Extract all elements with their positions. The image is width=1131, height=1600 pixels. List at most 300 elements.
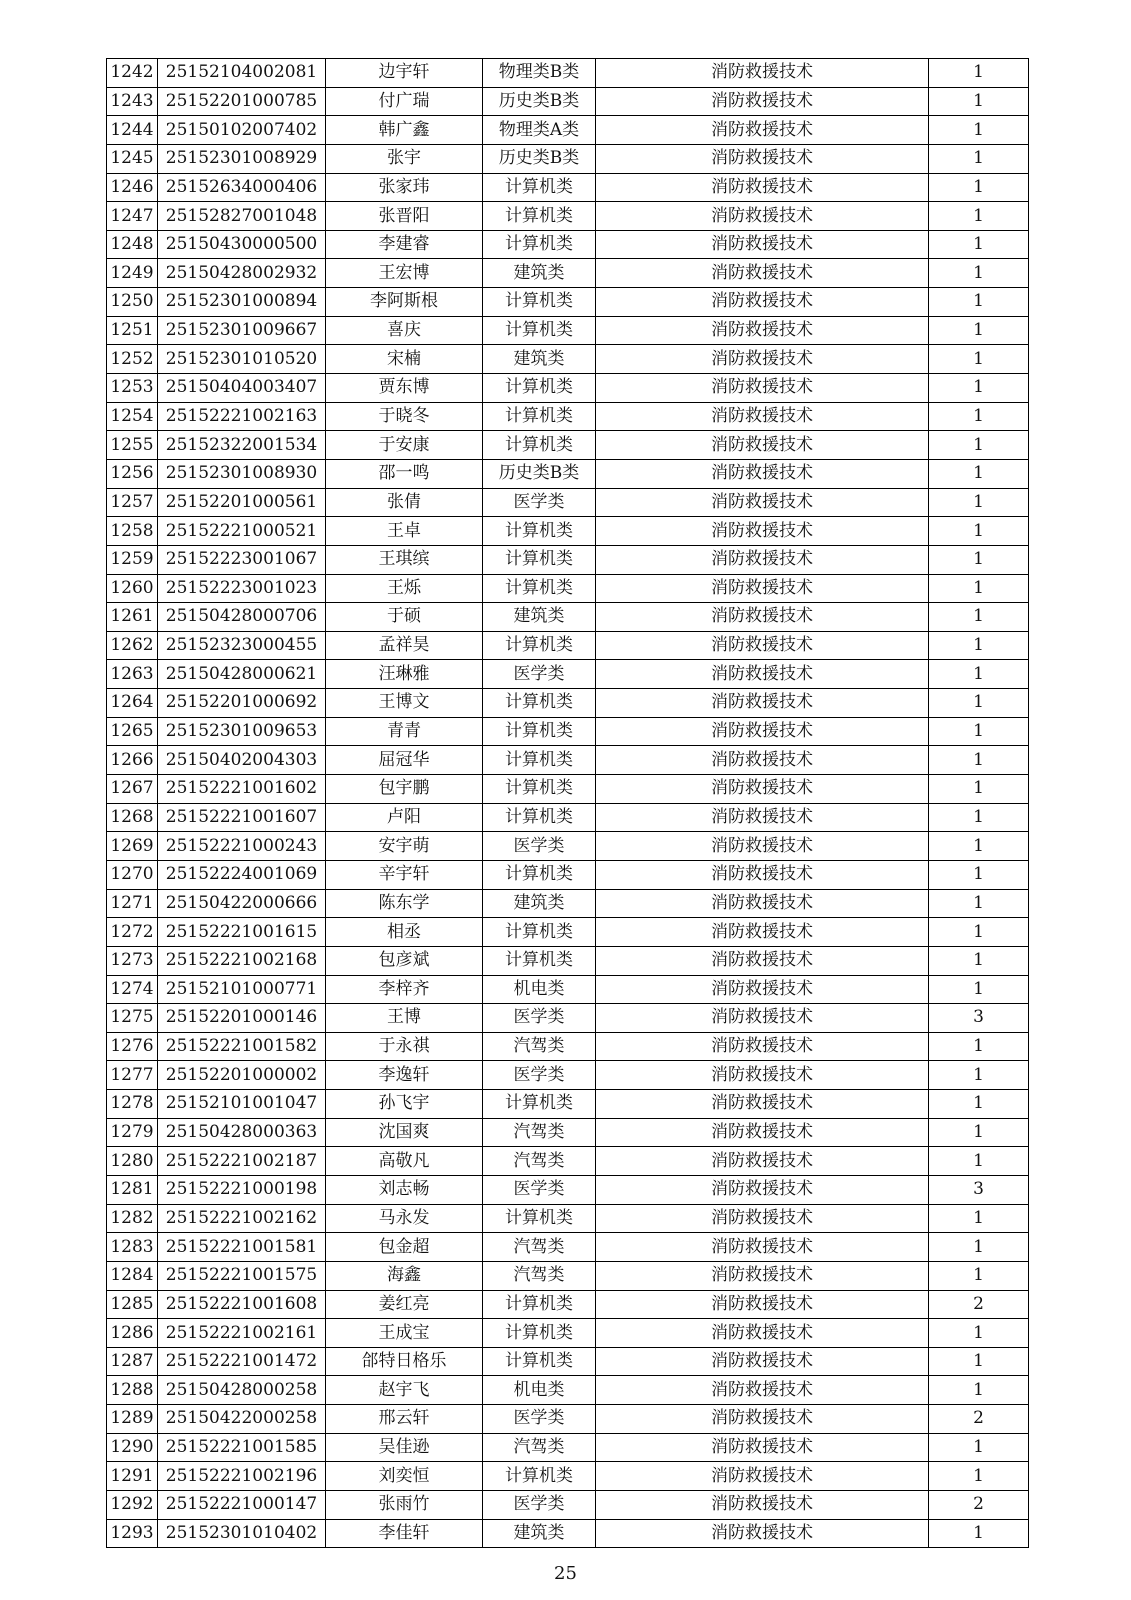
candidate-id-cell: 25152221001615 — [158, 918, 326, 947]
name-cell: 刘志畅 — [326, 1175, 483, 1204]
table-body — [107, 59, 1029, 1548]
name-cell: 刘奕恒 — [326, 1462, 483, 1491]
count-cell: 1 — [929, 889, 1029, 918]
table-row — [107, 116, 1029, 145]
candidate-id-cell: 25152221000147 — [158, 1491, 326, 1520]
table-row — [107, 230, 1029, 259]
count-cell: 1 — [929, 316, 1029, 345]
major-cell: 消防救援技术 — [596, 230, 929, 259]
count-cell: 1 — [929, 689, 1029, 718]
table-row — [107, 603, 1029, 632]
table-row — [107, 1147, 1029, 1176]
major-cell: 消防救援技术 — [596, 1319, 929, 1348]
name-cell: 李阿斯根 — [326, 288, 483, 317]
candidate-id-cell: 25152301009667 — [158, 316, 326, 345]
row-index-cell: 1248 — [107, 230, 158, 259]
candidate-id-cell: 25152221001582 — [158, 1032, 326, 1061]
major-cell: 消防救援技术 — [596, 517, 929, 546]
table-row — [107, 746, 1029, 775]
row-index-cell: 1269 — [107, 832, 158, 861]
major-cell: 消防救援技术 — [596, 775, 929, 804]
table-row — [107, 374, 1029, 403]
count-cell: 3 — [929, 1004, 1029, 1033]
count-cell: 1 — [929, 230, 1029, 259]
candidate-id-cell: 25152104002081 — [158, 59, 326, 88]
candidate-id-cell: 25152224001069 — [158, 860, 326, 889]
row-index-cell: 1284 — [107, 1261, 158, 1290]
category-cell: 建筑类 — [483, 889, 596, 918]
candidate-id-cell: 25152322001534 — [158, 431, 326, 460]
major-cell: 消防救援技术 — [596, 975, 929, 1004]
row-index-cell: 1260 — [107, 574, 158, 603]
count-cell: 1 — [929, 717, 1029, 746]
candidate-id-cell: 25152221002187 — [158, 1147, 326, 1176]
count-cell: 1 — [929, 946, 1029, 975]
name-cell: 王琪缤 — [326, 545, 483, 574]
category-cell: 建筑类 — [483, 259, 596, 288]
name-cell: 屈冠华 — [326, 746, 483, 775]
category-cell: 计算机类 — [483, 316, 596, 345]
candidate-id-cell: 25152221001472 — [158, 1347, 326, 1376]
category-cell: 医学类 — [483, 1405, 596, 1434]
count-cell: 1 — [929, 144, 1029, 173]
table-row — [107, 832, 1029, 861]
table-row — [107, 1491, 1029, 1520]
count-cell: 1 — [929, 746, 1029, 775]
table-row — [107, 173, 1029, 202]
candidate-id-cell: 25150422000258 — [158, 1405, 326, 1434]
candidate-id-cell: 25152634000406 — [158, 173, 326, 202]
table-row — [107, 316, 1029, 345]
table-row — [107, 860, 1029, 889]
table-row — [107, 431, 1029, 460]
row-index-cell: 1267 — [107, 775, 158, 804]
table-row — [107, 717, 1029, 746]
row-index-cell: 1288 — [107, 1376, 158, 1405]
count-cell: 1 — [929, 1433, 1029, 1462]
major-cell: 消防救援技术 — [596, 87, 929, 116]
major-cell: 消防救援技术 — [596, 1204, 929, 1233]
category-cell: 建筑类 — [483, 345, 596, 374]
table-row — [107, 1175, 1029, 1204]
category-cell: 医学类 — [483, 832, 596, 861]
candidate-id-cell: 25152301008929 — [158, 144, 326, 173]
candidate-id-cell: 25152221001585 — [158, 1433, 326, 1462]
candidate-id-cell: 25152827001048 — [158, 202, 326, 231]
table-row — [107, 631, 1029, 660]
count-cell: 1 — [929, 259, 1029, 288]
category-cell: 医学类 — [483, 1491, 596, 1520]
name-cell: 海鑫 — [326, 1261, 483, 1290]
major-cell: 消防救援技术 — [596, 1347, 929, 1376]
row-index-cell: 1279 — [107, 1118, 158, 1147]
category-cell: 机电类 — [483, 1376, 596, 1405]
row-index-cell: 1289 — [107, 1405, 158, 1434]
name-cell: 张晋阳 — [326, 202, 483, 231]
category-cell: 计算机类 — [483, 918, 596, 947]
name-cell: 于永祺 — [326, 1032, 483, 1061]
candidate-id-cell: 25152221002162 — [158, 1204, 326, 1233]
candidate-id-cell: 25152221000198 — [158, 1175, 326, 1204]
count-cell: 1 — [929, 574, 1029, 603]
major-cell: 消防救援技术 — [596, 1261, 929, 1290]
category-cell: 机电类 — [483, 975, 596, 1004]
name-cell: 邵一鸣 — [326, 459, 483, 488]
table-row — [107, 946, 1029, 975]
count-cell: 1 — [929, 1233, 1029, 1262]
count-cell: 1 — [929, 1147, 1029, 1176]
row-index-cell: 1245 — [107, 144, 158, 173]
category-cell: 物理类B类 — [483, 59, 596, 88]
category-cell: 计算机类 — [483, 631, 596, 660]
count-cell: 1 — [929, 1519, 1029, 1548]
table-row — [107, 144, 1029, 173]
row-index-cell: 1286 — [107, 1319, 158, 1348]
name-cell: 郃特日格乐 — [326, 1347, 483, 1376]
major-cell: 消防救援技术 — [596, 1233, 929, 1262]
candidate-id-cell: 25152221002168 — [158, 946, 326, 975]
candidate-id-cell: 25152221002196 — [158, 1462, 326, 1491]
table-row — [107, 1319, 1029, 1348]
name-cell: 安宇萌 — [326, 832, 483, 861]
major-cell: 消防救援技术 — [596, 1290, 929, 1319]
major-cell: 消防救援技术 — [596, 1491, 929, 1520]
category-cell: 医学类 — [483, 488, 596, 517]
name-cell: 王博文 — [326, 689, 483, 718]
name-cell: 孙飞宇 — [326, 1090, 483, 1119]
row-index-cell: 1290 — [107, 1433, 158, 1462]
count-cell: 2 — [929, 1290, 1029, 1319]
category-cell: 医学类 — [483, 1175, 596, 1204]
count-cell: 1 — [929, 202, 1029, 231]
name-cell: 相丞 — [326, 918, 483, 947]
candidate-id-cell: 25150428002932 — [158, 259, 326, 288]
count-cell: 1 — [929, 87, 1029, 116]
row-index-cell: 1251 — [107, 316, 158, 345]
table-row — [107, 1204, 1029, 1233]
row-index-cell: 1278 — [107, 1090, 158, 1119]
count-cell: 1 — [929, 1204, 1029, 1233]
row-index-cell: 1252 — [107, 345, 158, 374]
major-cell: 消防救援技术 — [596, 459, 929, 488]
candidate-id-cell: 25150422000666 — [158, 889, 326, 918]
name-cell: 于硕 — [326, 603, 483, 632]
name-cell: 王宏博 — [326, 259, 483, 288]
major-cell: 消防救援技术 — [596, 1147, 929, 1176]
candidate-id-cell: 25150430000500 — [158, 230, 326, 259]
count-cell: 1 — [929, 918, 1029, 947]
table-row — [107, 803, 1029, 832]
category-cell: 计算机类 — [483, 202, 596, 231]
page-number: 25 — [554, 1563, 577, 1584]
row-index-cell: 1265 — [107, 717, 158, 746]
name-cell: 李梓齐 — [326, 975, 483, 1004]
category-cell: 汽驾类 — [483, 1233, 596, 1262]
table-row — [107, 1433, 1029, 1462]
category-cell: 计算机类 — [483, 230, 596, 259]
major-cell: 消防救援技术 — [596, 173, 929, 202]
major-cell: 消防救援技术 — [596, 345, 929, 374]
category-cell: 计算机类 — [483, 689, 596, 718]
row-index-cell: 1266 — [107, 746, 158, 775]
candidate-id-cell: 25150402004303 — [158, 746, 326, 775]
row-index-cell: 1257 — [107, 488, 158, 517]
candidate-id-cell: 25152221001581 — [158, 1233, 326, 1262]
count-cell: 1 — [929, 59, 1029, 88]
name-cell: 包彦斌 — [326, 946, 483, 975]
category-cell: 计算机类 — [483, 1204, 596, 1233]
table-row — [107, 488, 1029, 517]
major-cell: 消防救援技术 — [596, 946, 929, 975]
category-cell: 计算机类 — [483, 946, 596, 975]
row-index-cell: 1255 — [107, 431, 158, 460]
candidate-id-cell: 25152201000002 — [158, 1061, 326, 1090]
table-row — [107, 975, 1029, 1004]
name-cell: 孟祥昊 — [326, 631, 483, 660]
table-row — [107, 288, 1029, 317]
count-cell: 1 — [929, 345, 1029, 374]
candidate-id-cell: 25152221001602 — [158, 775, 326, 804]
major-cell: 消防救援技术 — [596, 431, 929, 460]
major-cell: 消防救援技术 — [596, 116, 929, 145]
category-cell: 医学类 — [483, 1004, 596, 1033]
candidate-id-cell: 25152201000692 — [158, 689, 326, 718]
row-index-cell: 1246 — [107, 173, 158, 202]
category-cell: 医学类 — [483, 660, 596, 689]
candidate-id-cell: 25152301009653 — [158, 717, 326, 746]
row-index-cell: 1261 — [107, 603, 158, 632]
candidate-id-cell: 25150404003407 — [158, 374, 326, 403]
row-index-cell: 1258 — [107, 517, 158, 546]
table-row — [107, 1118, 1029, 1147]
category-cell: 计算机类 — [483, 574, 596, 603]
table-row — [107, 1290, 1029, 1319]
count-cell: 1 — [929, 1376, 1029, 1405]
category-cell: 汽驾类 — [483, 1433, 596, 1462]
name-cell: 贾东博 — [326, 374, 483, 403]
major-cell: 消防救援技术 — [596, 803, 929, 832]
row-index-cell: 1280 — [107, 1147, 158, 1176]
row-index-cell: 1272 — [107, 918, 158, 947]
table-row — [107, 402, 1029, 431]
candidate-id-cell: 25152221000521 — [158, 517, 326, 546]
major-cell: 消防救援技术 — [596, 202, 929, 231]
major-cell: 消防救援技术 — [596, 316, 929, 345]
candidate-id-cell: 25150428000363 — [158, 1118, 326, 1147]
count-cell: 3 — [929, 1175, 1029, 1204]
row-index-cell: 1259 — [107, 545, 158, 574]
name-cell: 青青 — [326, 717, 483, 746]
name-cell: 辛宇轩 — [326, 860, 483, 889]
name-cell: 于晓冬 — [326, 402, 483, 431]
major-cell: 消防救援技术 — [596, 1032, 929, 1061]
major-cell: 消防救援技术 — [596, 918, 929, 947]
name-cell: 喜庆 — [326, 316, 483, 345]
category-cell: 计算机类 — [483, 860, 596, 889]
major-cell: 消防救援技术 — [596, 59, 929, 88]
row-index-cell: 1244 — [107, 116, 158, 145]
category-cell: 计算机类 — [483, 775, 596, 804]
category-cell: 计算机类 — [483, 545, 596, 574]
major-cell: 消防救援技术 — [596, 488, 929, 517]
row-index-cell: 1264 — [107, 689, 158, 718]
row-index-cell: 1270 — [107, 860, 158, 889]
row-index-cell: 1242 — [107, 59, 158, 88]
candidate-id-cell: 25150428000258 — [158, 1376, 326, 1405]
row-index-cell: 1243 — [107, 87, 158, 116]
category-cell: 计算机类 — [483, 402, 596, 431]
category-cell: 计算机类 — [483, 431, 596, 460]
major-cell: 消防救援技术 — [596, 717, 929, 746]
row-index-cell: 1285 — [107, 1290, 158, 1319]
category-cell: 医学类 — [483, 1061, 596, 1090]
category-cell: 汽驾类 — [483, 1261, 596, 1290]
candidate-id-cell: 25152221001607 — [158, 803, 326, 832]
count-cell: 1 — [929, 431, 1029, 460]
count-cell: 1 — [929, 459, 1029, 488]
candidate-id-cell: 25152301000894 — [158, 288, 326, 317]
candidate-id-cell: 25150428000706 — [158, 603, 326, 632]
table-row — [107, 87, 1029, 116]
category-cell: 计算机类 — [483, 1290, 596, 1319]
name-cell: 张雨竹 — [326, 1491, 483, 1520]
table-row — [107, 1061, 1029, 1090]
category-cell: 计算机类 — [483, 288, 596, 317]
name-cell: 李逸轩 — [326, 1061, 483, 1090]
table-row — [107, 259, 1029, 288]
category-cell: 历史类B类 — [483, 459, 596, 488]
category-cell: 计算机类 — [483, 1462, 596, 1491]
category-cell: 计算机类 — [483, 173, 596, 202]
candidate-id-cell: 25152221000243 — [158, 832, 326, 861]
name-cell: 付广瑞 — [326, 87, 483, 116]
row-index-cell: 1282 — [107, 1204, 158, 1233]
name-cell: 包金超 — [326, 1233, 483, 1262]
category-cell: 计算机类 — [483, 517, 596, 546]
candidate-id-cell: 25152323000455 — [158, 631, 326, 660]
name-cell: 邢云轩 — [326, 1405, 483, 1434]
name-cell: 赵宇飞 — [326, 1376, 483, 1405]
name-cell: 陈东学 — [326, 889, 483, 918]
major-cell: 消防救援技术 — [596, 1405, 929, 1434]
row-index-cell: 1276 — [107, 1032, 158, 1061]
count-cell: 1 — [929, 1319, 1029, 1348]
row-index-cell: 1287 — [107, 1347, 158, 1376]
count-cell: 1 — [929, 1347, 1029, 1376]
table-row — [107, 889, 1029, 918]
table-row — [107, 202, 1029, 231]
candidate-id-cell: 25152221001575 — [158, 1261, 326, 1290]
count-cell: 1 — [929, 631, 1029, 660]
major-cell: 消防救援技术 — [596, 574, 929, 603]
row-index-cell: 1277 — [107, 1061, 158, 1090]
major-cell: 消防救援技术 — [596, 746, 929, 775]
name-cell: 王烁 — [326, 574, 483, 603]
table-row — [107, 1233, 1029, 1262]
row-index-cell: 1292 — [107, 1491, 158, 1520]
candidate-id-cell: 25152223001023 — [158, 574, 326, 603]
name-cell: 张倩 — [326, 488, 483, 517]
count-cell: 1 — [929, 1462, 1029, 1491]
major-cell: 消防救援技术 — [596, 1090, 929, 1119]
candidate-id-cell: 25152221002161 — [158, 1319, 326, 1348]
table-row — [107, 1462, 1029, 1491]
name-cell: 汪琳雅 — [326, 660, 483, 689]
candidate-id-cell: 25152101001047 — [158, 1090, 326, 1119]
row-index-cell: 1274 — [107, 975, 158, 1004]
count-cell: 1 — [929, 1118, 1029, 1147]
count-cell: 1 — [929, 173, 1029, 202]
major-cell: 消防救援技术 — [596, 832, 929, 861]
major-cell: 消防救援技术 — [596, 1462, 929, 1491]
name-cell: 宋楠 — [326, 345, 483, 374]
name-cell: 李佳轩 — [326, 1519, 483, 1548]
major-cell: 消防救援技术 — [596, 1433, 929, 1462]
row-index-cell: 1273 — [107, 946, 158, 975]
major-cell: 消防救援技术 — [596, 689, 929, 718]
name-cell: 王卓 — [326, 517, 483, 546]
category-cell: 建筑类 — [483, 1519, 596, 1548]
category-cell: 汽驾类 — [483, 1118, 596, 1147]
table-row — [107, 689, 1029, 718]
count-cell: 1 — [929, 1090, 1029, 1119]
candidate-id-cell: 25152221002163 — [158, 402, 326, 431]
row-index-cell: 1271 — [107, 889, 158, 918]
count-cell: 1 — [929, 832, 1029, 861]
table-row — [107, 545, 1029, 574]
table-row — [107, 59, 1029, 88]
category-cell: 计算机类 — [483, 803, 596, 832]
table-row — [107, 459, 1029, 488]
row-index-cell: 1254 — [107, 402, 158, 431]
table-row — [107, 1004, 1029, 1033]
candidate-id-cell: 25152301008930 — [158, 459, 326, 488]
row-index-cell: 1263 — [107, 660, 158, 689]
candidate-id-cell: 25152201000146 — [158, 1004, 326, 1033]
category-cell: 计算机类 — [483, 746, 596, 775]
major-cell: 消防救援技术 — [596, 1519, 929, 1548]
name-cell: 包宇鹏 — [326, 775, 483, 804]
major-cell: 消防救援技术 — [596, 1118, 929, 1147]
major-cell: 消防救援技术 — [596, 288, 929, 317]
row-index-cell: 1281 — [107, 1175, 158, 1204]
table-row — [107, 517, 1029, 546]
candidate-id-cell: 25150102007402 — [158, 116, 326, 145]
category-cell: 历史类B类 — [483, 87, 596, 116]
row-index-cell: 1247 — [107, 202, 158, 231]
category-cell: 建筑类 — [483, 603, 596, 632]
name-cell: 韩广鑫 — [326, 116, 483, 145]
major-cell: 消防救援技术 — [596, 144, 929, 173]
count-cell: 1 — [929, 116, 1029, 145]
major-cell: 消防救援技术 — [596, 631, 929, 660]
row-index-cell: 1291 — [107, 1462, 158, 1491]
category-cell: 历史类B类 — [483, 144, 596, 173]
name-cell: 卢阳 — [326, 803, 483, 832]
row-index-cell: 1283 — [107, 1233, 158, 1262]
category-cell: 计算机类 — [483, 1347, 596, 1376]
major-cell: 消防救援技术 — [596, 860, 929, 889]
name-cell: 高敬凡 — [326, 1147, 483, 1176]
category-cell: 物理类A类 — [483, 116, 596, 145]
count-cell: 1 — [929, 402, 1029, 431]
candidate-id-cell: 25152301010402 — [158, 1519, 326, 1548]
admission-table — [106, 58, 1029, 1548]
name-cell: 李建睿 — [326, 230, 483, 259]
major-cell: 消防救援技术 — [596, 660, 929, 689]
row-index-cell: 1262 — [107, 631, 158, 660]
candidate-id-cell: 25152101000771 — [158, 975, 326, 1004]
